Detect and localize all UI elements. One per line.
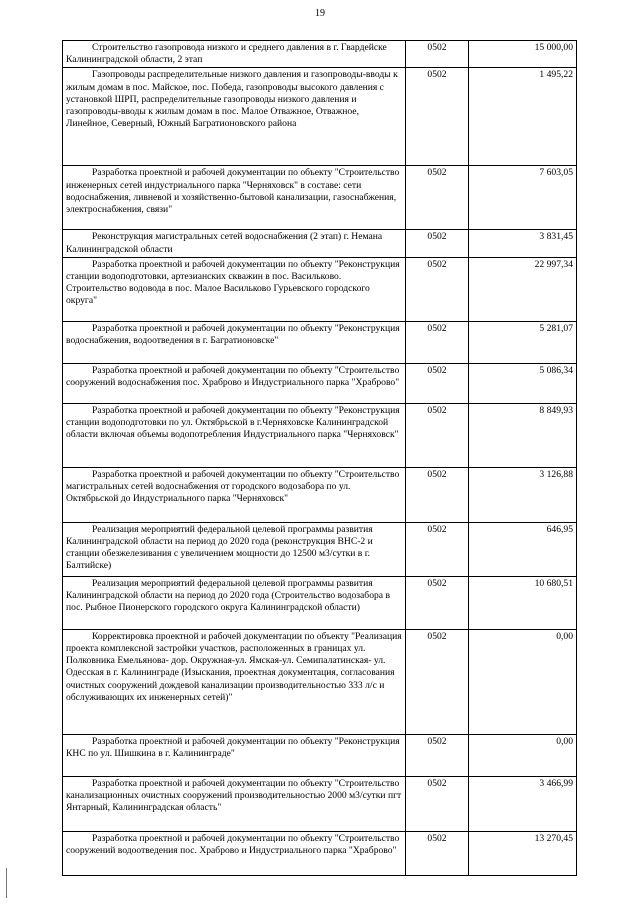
section-code: 0502 [406, 41, 469, 68]
section-code: 0502 [406, 629, 469, 734]
object-name: Реализация мероприятий федеральной целевой программы развития Калининградской области на период до 2020 года (Строительство водозабора в пос. Рыбное Пионерского городского округа Калининградской области) [66, 577, 390, 614]
section-code: 0502 [406, 403, 469, 467]
object-name: Корректировка проектной и рабочей документации по объекту "Реализация проекта комплексной застройки участков, расположенных в границах ул. Полковника Емельянова- дор. Окружная-ул. Ямская-ул. Семипалатинская- ул. Одесская в г. Калининграде (Изыскания, проектная документация, согласования очистных сооружений дождевой канализации производительностью 333 л/с и обслуживающих их инженерных сетей)" [66, 630, 402, 703]
amount: 15 000,00 [469, 41, 577, 68]
section-code: 0502 [406, 734, 469, 776]
table-row [63, 403, 577, 467]
object-name: Разработка проектной и рабочей документации по объекту "Реконструкция станции водоподготовки, артезианских скважин в пос. Васильково. Строительство водовода в пос. Малое Васильково Гурьевского городского округа" [66, 258, 400, 307]
section-code: 0502 [406, 522, 469, 576]
amount: 3 466,99 [469, 776, 577, 831]
table-row [63, 576, 577, 629]
amount: 22 997,34 [469, 257, 577, 321]
section-code: 0502 [406, 257, 469, 321]
amount: 0,00 [469, 734, 577, 776]
binding-mark [6, 868, 7, 898]
amount: 5 281,07 [469, 321, 577, 363]
budget-table [62, 40, 577, 876]
section-code: 0502 [406, 776, 469, 831]
amount: 3 831,45 [469, 230, 577, 257]
page-number: 19 [315, 8, 325, 19]
table-row [63, 467, 577, 522]
amount: 0,00 [469, 629, 577, 734]
table-row [63, 522, 577, 576]
amount: 8 849,93 [469, 403, 577, 467]
section-code: 0502 [406, 321, 469, 363]
amount: 7 603,05 [469, 166, 577, 230]
amount: 10 680,51 [469, 576, 577, 629]
table-row [63, 257, 577, 321]
amount: 646,95 [469, 522, 577, 576]
table-row [63, 321, 577, 363]
section-code: 0502 [406, 68, 469, 166]
section-code: 0502 [406, 467, 469, 522]
object-name: Разработка проектной и рабочей документации по объекту "Реконструкция водоснабжения, водоотведения в г. Багратионовске" [66, 322, 400, 347]
table-row [63, 166, 577, 230]
object-name: Строительство газопровода низкого и среднего давления в г. Гвардейске Калининградской области, 2 этап [66, 42, 387, 66]
amount: 5 086,34 [469, 363, 577, 403]
object-name: Разработка проектной и рабочей документации по объекту "Строительство сооружений водоснабжения пос. Храброво и Индустриального парка "Храброво" [66, 364, 400, 389]
object-name: Разработка проектной и рабочей документации по объекту "Строительство канализационных очистных сооружений производительностью 2000 м3/сутки пгт Янтарный, Калининградская область" [66, 777, 402, 814]
object-name: Реализация мероприятий федеральной целевой программы развития Калининградской области на период до 2020 года (реконструкция ВНС-2 и станции обезжелезивания с увеличением мощности до 12500 м3/сутки в г. Балтийске) [66, 523, 373, 572]
object-name: Разработка проектной и рабочей документации по объекту "Строительство сооружений водоотведения пос. Храброво и Индустриального парка "Храброво" [66, 832, 400, 857]
table-row [63, 776, 577, 831]
section-code: 0502 [406, 831, 469, 875]
section-code: 0502 [406, 363, 469, 403]
section-code: 0502 [406, 166, 469, 230]
section-code: 0502 [406, 230, 469, 257]
amount: 3 126,88 [469, 467, 577, 522]
table-row [63, 230, 577, 257]
object-name: Разработка проектной и рабочей документации по объекту "Реконструкция КНС по ул. Шишкина в г. Калининграде" [66, 735, 400, 760]
amount: 1 495,22 [469, 68, 577, 166]
object-name: Реконструкция магистральных сетей водоснабжения (2 этап) г. Немана Калининградской области [66, 231, 383, 255]
object-name: Разработка проектной и рабочей документации по объекту "Строительство инженерных сетей индустриального парка "Черняховск" в составе: сети водоснабжения, ливневой и хозяйственно-бытовой канализации, газоснабжения, электроснабжения, связи" [66, 167, 400, 216]
table-row [63, 363, 577, 403]
section-code: 0502 [406, 576, 469, 629]
object-name: Разработка проектной и рабочей документации по объекту "Строительство магистральных сетей водоснабжения от городского водозабора по ул. Октябрьской до Индустриального парка "Черняховск" [66, 468, 400, 505]
object-name: Разработка проектной и рабочей документации по объекту "Реконструкция станции водоподготовки по ул. Октябрьской в г.Черняховске Калининградской области включая объемы водопотребления Индустриального парка "Черняховск" [66, 404, 400, 441]
table-row [63, 629, 577, 734]
table-row [63, 734, 577, 776]
object-name: Газопроводы распределительные низкого давления и газопроводы-вводы к жилым домам в пос. Майское, пос. Победа, газопроводы высокого давления с установкой ШРП, распределительные газопроводы низкого давления и газопроводы-вводы к жилым домам в пос. Малое Отважное, Отважное, Линейное, Северный, Южный Багратионовского района [66, 69, 398, 130]
table-row [63, 831, 577, 875]
table-row [63, 41, 577, 68]
amount: 13 270,45 [469, 831, 577, 875]
table-row [63, 68, 577, 166]
